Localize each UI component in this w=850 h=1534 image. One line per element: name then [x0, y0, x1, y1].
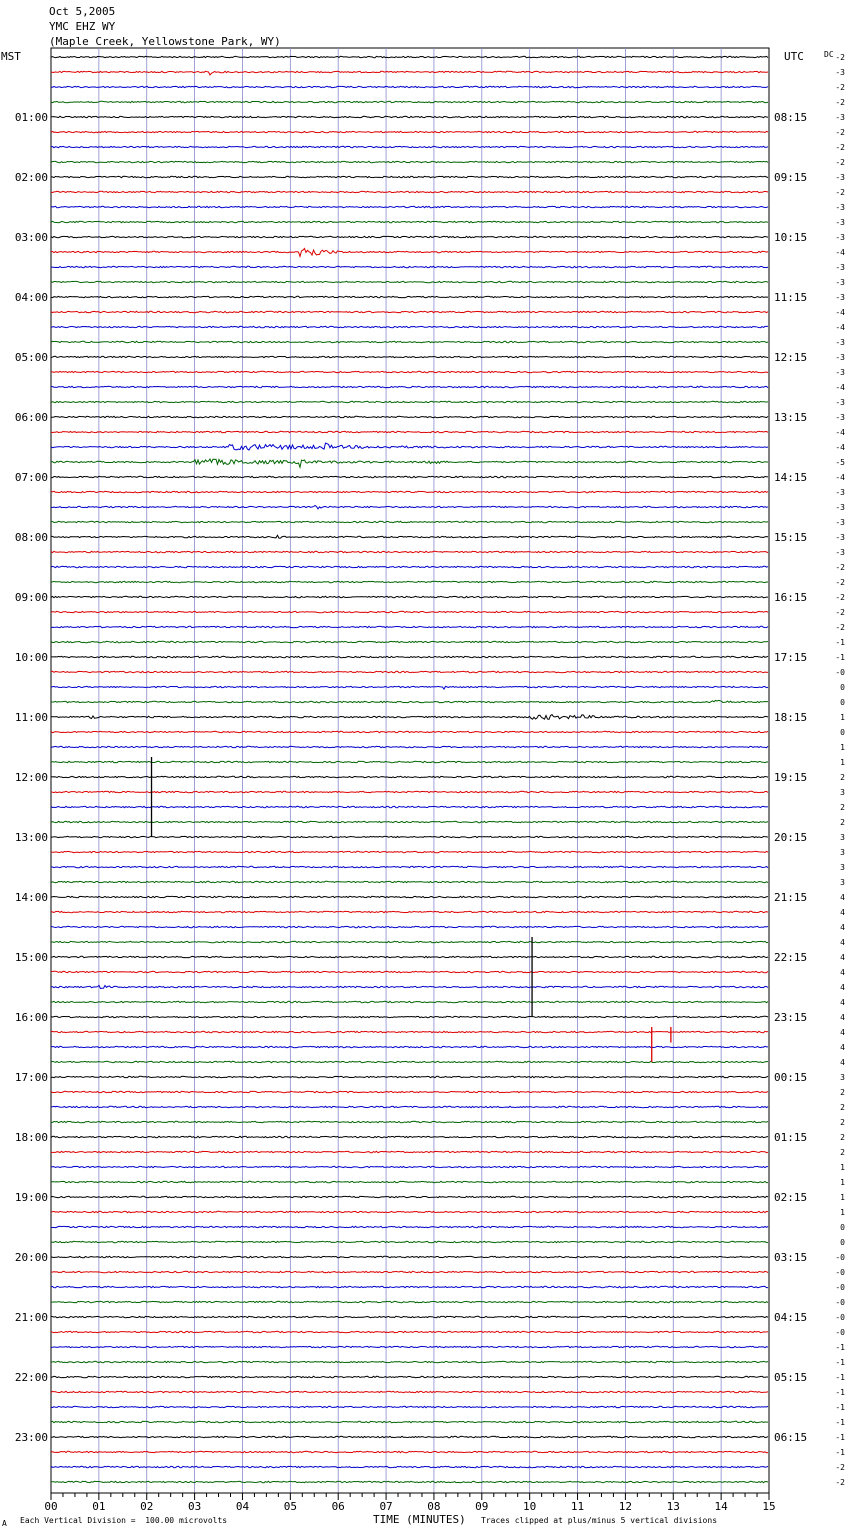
trace-line-red [51, 311, 768, 312]
right-hour-label: 05:15 [774, 1371, 808, 1384]
dc-offset-label: -0 [835, 1313, 845, 1322]
right-hour-label: 01:15 [774, 1131, 808, 1144]
dc-offset-label: -2 [835, 608, 845, 617]
trace-line-black [51, 776, 768, 777]
left-hour-label: 04:00 [14, 291, 48, 304]
dc-offset-label: 2 [840, 818, 845, 827]
right-hour-label: 12:15 [774, 351, 808, 364]
dc-offset-label: -3 [835, 203, 845, 212]
trace-line-red [51, 611, 768, 612]
dc-offset-label: -0 [835, 1268, 845, 1277]
dc-offset-label: 4 [840, 953, 845, 962]
dc-offset-label: 4 [840, 893, 845, 902]
left-hour-label: 20:00 [14, 1251, 48, 1264]
x-tick-label: 00 [44, 1500, 58, 1513]
dc-offset-label: 1 [840, 1163, 845, 1172]
footer-mark: A [2, 1519, 7, 1528]
trace-line-red [51, 1331, 768, 1332]
right-hour-label: 14:15 [774, 471, 808, 484]
dc-offset-label: -2 [835, 623, 845, 632]
time-grid [51, 48, 769, 1493]
trace-line-black [51, 1436, 768, 1437]
dc-offset-label: 2 [840, 1088, 845, 1097]
dc-offset-label: -3 [835, 548, 845, 557]
trace-line-blue [51, 926, 768, 927]
dc-offset-label: -1 [835, 1418, 845, 1427]
right-hour-label: 21:15 [774, 891, 808, 904]
dc-offset-label: 2 [840, 1148, 845, 1157]
trace-line-blue [51, 1346, 768, 1347]
dc-offset-label: -3 [835, 413, 845, 422]
left-hour-label: 10:00 [14, 651, 48, 664]
dc-offset-label: -2 [835, 158, 845, 167]
dc-offset-label: 4 [840, 1013, 845, 1022]
trace-line-blue [51, 443, 768, 450]
x-tick-label: 12 [618, 1500, 633, 1513]
right-hour-label: 02:15 [774, 1191, 808, 1204]
trace-line-blue [51, 566, 768, 567]
left-hour-label: 08:00 [14, 531, 48, 544]
trace-line-green [51, 881, 768, 882]
trace-line-green [51, 700, 768, 702]
trace-line-blue [51, 1406, 768, 1407]
trace-line-green [51, 459, 768, 467]
trace-line-black [51, 1376, 768, 1377]
dc-offset-label: -3 [835, 533, 845, 542]
dc-offset-label: -0 [835, 1253, 845, 1262]
dc-offset-label: -2 [835, 53, 845, 62]
x-tick-label: 10 [523, 1500, 537, 1513]
trace-line-green [51, 281, 768, 282]
x-tick-label: 11 [570, 1500, 585, 1513]
right-hour-label: 10:15 [774, 231, 808, 244]
dc-offset-label: -1 [835, 1448, 845, 1457]
dc-offset-label: 4 [840, 938, 845, 947]
trace-line-green [51, 1181, 768, 1182]
trace-line-green [51, 821, 768, 822]
dc-offset-label: 3 [840, 878, 845, 887]
dc-offset-label: 1 [840, 1178, 845, 1187]
dc-offset-label: -4 [835, 428, 845, 437]
trace-line-black [51, 56, 768, 57]
trace-line-blue [51, 866, 768, 867]
right-hour-label: 06:15 [774, 1431, 808, 1444]
dc-offset-label: -3 [835, 488, 845, 497]
dc-offset-labels [835, 53, 845, 1487]
dc-offset-label: 2 [840, 773, 845, 782]
trace-line-red [51, 1451, 768, 1452]
left-hour-label: 21:00 [14, 1311, 48, 1324]
left-hour-label: 11:00 [14, 711, 48, 724]
dc-offset-label: 0 [840, 683, 845, 692]
dc-offset-label: -1 [835, 1388, 845, 1397]
trace-line-black [51, 1076, 768, 1077]
trace-line-green [51, 401, 768, 402]
x-axis-title: TIME (MINUTES) [373, 1513, 466, 1526]
dc-offset-label: -3 [835, 353, 845, 362]
right-hour-label: 16:15 [774, 591, 808, 604]
dc-offset-label: 4 [840, 1058, 845, 1067]
dc-offset-label: -1 [835, 638, 845, 647]
trace-line-black [51, 535, 768, 538]
dc-offset-label: -1 [835, 1358, 845, 1367]
x-tick-label: 13 [666, 1500, 680, 1513]
dc-offset-label: 2 [840, 1103, 845, 1112]
trace-line-red [51, 1391, 768, 1392]
dc-offset-label: 4 [840, 983, 845, 992]
trace-line-black [51, 1136, 768, 1137]
trace-line-red [51, 431, 768, 432]
dc-offset-label: 1 [840, 1193, 845, 1202]
trace-line-red [51, 791, 768, 792]
dc-offset-label: -3 [835, 113, 845, 122]
dc-offset-label: -1 [835, 1343, 845, 1352]
dc-offset-label: 4 [840, 1028, 845, 1037]
trace-line-green [51, 1061, 768, 1062]
trace-line-blue [51, 626, 768, 627]
trace-line-black [51, 296, 768, 297]
x-axis [44, 1493, 775, 1513]
trace-line-green [51, 581, 768, 582]
right-hour-label: 15:15 [774, 531, 808, 544]
left-hour-label: 19:00 [14, 1191, 48, 1204]
dc-offset-label: -1 [835, 1373, 845, 1382]
left-hour-label: 12:00 [14, 771, 48, 784]
dc-offset-label: 1 [840, 758, 845, 767]
dc-offset-label: 0 [840, 1238, 845, 1247]
trace-line-black [51, 1016, 768, 1017]
x-tick-label: 14 [714, 1500, 728, 1513]
right-hour-label: 23:15 [774, 1011, 808, 1024]
trace-line-black [51, 896, 768, 897]
dc-offset-label: 4 [840, 968, 845, 977]
dc-offset-label: 3 [840, 788, 845, 797]
trace-line-blue [51, 1286, 768, 1287]
left-hour-label: 14:00 [14, 891, 48, 904]
left-hour-label: 01:00 [14, 111, 48, 124]
trace-line-green [51, 1481, 768, 1482]
dc-offset-label: 3 [840, 848, 845, 857]
left-hour-label: 18:00 [14, 1131, 48, 1144]
dc-offset-label: -3 [835, 263, 845, 272]
trace-line-green [51, 521, 768, 522]
dc-offset-label: -2 [835, 578, 845, 587]
dc-offset-label: -3 [835, 503, 845, 512]
trace-line-green [51, 641, 768, 642]
left-hour-label: 06:00 [14, 411, 48, 424]
dc-offset-label: -3 [835, 233, 845, 242]
trace-line-blue [51, 146, 768, 147]
trace-line-red [51, 971, 768, 972]
chart-date: Oct 5,2005 [49, 5, 116, 18]
station-code: YMC EHZ WY [49, 20, 116, 33]
trace-line-red [51, 671, 768, 672]
dc-offset-label: -3 [835, 368, 845, 377]
dc-offset-label: -4 [835, 248, 845, 257]
dc-offset-label: -4 [835, 323, 845, 332]
trace-line-blue [51, 86, 768, 87]
left-hour-label: 02:00 [14, 171, 48, 184]
right-hour-label: 03:15 [774, 1251, 808, 1264]
left-hour-label: 23:00 [14, 1431, 48, 1444]
dc-offset-label: 3 [840, 1073, 845, 1082]
station-location: (Maple Creek, Yellowstone Park, WY) [49, 35, 281, 48]
trace-line-green [51, 1421, 768, 1422]
trace-line-black [51, 596, 768, 597]
trace-line-green [51, 1361, 768, 1362]
dc-offset-label: 4 [840, 998, 845, 1007]
trace-line-black [51, 836, 768, 837]
trace-line-blue [51, 1106, 768, 1107]
trace-line-green [51, 761, 768, 762]
trace-line-blue [51, 985, 768, 988]
trace-line-black [51, 656, 768, 657]
left-hour-label: 03:00 [14, 231, 48, 244]
trace-line-green [51, 1301, 768, 1302]
dc-offset-label: -0 [835, 668, 845, 677]
trace-line-green [51, 941, 768, 942]
left-hour-label: 16:00 [14, 1011, 48, 1024]
right-hour-label: 20:15 [774, 831, 808, 844]
trace-line-blue [51, 746, 768, 747]
left-hour-label: 09:00 [14, 591, 48, 604]
x-tick-label: 06 [331, 1500, 345, 1513]
trace-line-red [51, 911, 768, 912]
trace-line-blue [51, 506, 768, 509]
trace-line-green [51, 1001, 768, 1002]
trace-line-red [51, 371, 768, 372]
trace-line-blue [51, 1226, 768, 1227]
trace-line-blue [51, 686, 768, 689]
trace-line-green [51, 161, 768, 162]
trace-line-black [51, 1196, 768, 1197]
trace-line-blue [51, 266, 768, 267]
dc-offset-label: -3 [835, 173, 845, 182]
trace-line-black [51, 176, 768, 177]
dc-label: DC [824, 50, 834, 59]
left-hour-label: 05:00 [14, 351, 48, 364]
dc-offset-label: -3 [835, 293, 845, 302]
right-hour-label: 13:15 [774, 411, 808, 424]
trace-line-blue [51, 806, 768, 807]
trace-line-red [51, 491, 768, 492]
dc-offset-label: -5 [835, 458, 845, 467]
right-hour-label: 08:15 [774, 111, 808, 124]
trace-line-red [51, 551, 768, 552]
dc-offset-label: -2 [835, 593, 845, 602]
trace-line-green [51, 221, 768, 222]
x-tick-label: 05 [283, 1500, 297, 1513]
trace-line-blue [51, 1166, 768, 1167]
right-hour-label: 19:15 [774, 771, 808, 784]
trace-line-black [51, 956, 768, 957]
trace-line-green [51, 1121, 768, 1122]
dc-offset-label: 4 [840, 908, 845, 917]
left-hour-label: 22:00 [14, 1371, 48, 1384]
x-tick-label: 02 [140, 1500, 154, 1513]
trace-line-blue [51, 326, 768, 327]
dc-offset-label: 2 [840, 1133, 845, 1142]
dc-offset-label: -2 [835, 98, 845, 107]
dc-offset-label: -2 [835, 563, 845, 572]
dc-offset-label: 4 [840, 923, 845, 932]
trace-line-blue [51, 1046, 768, 1047]
dc-offset-label: -4 [835, 383, 845, 392]
trace-line-green [51, 101, 768, 102]
trace-line-black [51, 236, 768, 237]
right-hour-label: 00:15 [774, 1071, 808, 1084]
trace-line-red [51, 1271, 768, 1272]
dc-offset-label: 0 [840, 1223, 845, 1232]
left-hour-label: 17:00 [14, 1071, 48, 1084]
x-tick-label: 01 [92, 1500, 106, 1513]
trace-line-black [51, 356, 768, 357]
dc-offset-label: 4 [840, 1043, 845, 1052]
trace-line-red [51, 1031, 768, 1032]
right-hour-labels [774, 111, 807, 1444]
trace-line-red [51, 851, 768, 852]
trace-line-black [51, 476, 768, 477]
trace-line-red [51, 1211, 768, 1212]
x-tick-label: 03 [187, 1500, 202, 1513]
x-tick-label: 09 [475, 1500, 489, 1513]
trace-line-red [51, 71, 768, 75]
left-hour-label: 07:00 [14, 471, 48, 484]
x-tick-label: 15 [762, 1500, 776, 1513]
left-hour-labels [15, 111, 48, 1444]
trace-line-black [51, 715, 768, 720]
dc-offset-label: 1 [840, 743, 845, 752]
dc-offset-label: -0 [835, 1298, 845, 1307]
dc-offset-label: 1 [840, 1208, 845, 1217]
left-timezone-label: MST [1, 50, 21, 63]
right-hour-label: 22:15 [774, 951, 808, 964]
dc-offset-label: 3 [840, 833, 845, 842]
dc-offset-label: 0 [840, 698, 845, 707]
dc-offset-label: -2 [835, 128, 845, 137]
trace-line-red [51, 248, 768, 256]
dc-offset-label: 0 [840, 728, 845, 737]
x-tick-label: 07 [379, 1500, 393, 1513]
trace-line-red [51, 191, 768, 192]
clip-note: Traces clipped at plus/minus 5 vertical divisions [481, 1516, 718, 1525]
dc-offset-label: 3 [840, 863, 845, 872]
trace-line-blue [51, 206, 768, 207]
right-hour-label: 09:15 [774, 171, 808, 184]
dc-offset-label: -1 [835, 653, 845, 662]
dc-offset-label: -4 [835, 308, 845, 317]
scale-note: Each Vertical Division = 100.00 microvolts [20, 1516, 228, 1525]
dc-offset-label: -2 [835, 188, 845, 197]
x-tick-label: 04 [235, 1500, 250, 1513]
trace-line-green [51, 341, 768, 342]
trace-line-black [51, 416, 768, 417]
trace-line-green [51, 1241, 768, 1242]
trace-line-black [51, 116, 768, 117]
dc-offset-label: 1 [840, 713, 845, 722]
dc-offset-label: -4 [835, 443, 845, 452]
seismic-traces [51, 56, 768, 1482]
right-hour-label: 11:15 [774, 291, 808, 304]
right-hour-label: 17:15 [774, 651, 808, 664]
trace-line-black [51, 1316, 768, 1317]
left-hour-label: 13:00 [14, 831, 48, 844]
trace-line-red [51, 1151, 768, 1152]
trace-line-red [51, 131, 768, 132]
dc-offset-label: -3 [835, 338, 845, 347]
dc-offset-label: -0 [835, 1328, 845, 1337]
dc-offset-label: -3 [835, 218, 845, 227]
dc-offset-label: 2 [840, 803, 845, 812]
trace-line-black [51, 1256, 768, 1257]
dc-offset-label: 2 [840, 1118, 845, 1127]
right-timezone-label: UTC [784, 50, 804, 63]
right-hour-label: 18:15 [774, 711, 808, 724]
trace-line-blue [51, 1466, 768, 1467]
right-hour-label: 04:15 [774, 1311, 808, 1324]
dc-offset-label: -3 [835, 398, 845, 407]
left-hour-label: 15:00 [14, 951, 48, 964]
dc-offset-label: -2 [835, 1478, 845, 1487]
dc-offset-label: -3 [835, 518, 845, 527]
trace-line-red [51, 1091, 768, 1092]
dc-offset-label: -4 [835, 473, 845, 482]
plot-frame [51, 48, 769, 1493]
x-tick-label: 08 [427, 1500, 441, 1513]
dc-offset-label: -2 [835, 143, 845, 152]
dc-offset-label: -1 [835, 1403, 845, 1412]
dc-offset-label: -2 [835, 1463, 845, 1472]
trace-line-blue [51, 386, 768, 387]
dc-offset-label: -3 [835, 68, 845, 77]
dc-offset-label: -3 [835, 278, 845, 287]
dc-offset-label: -2 [835, 83, 845, 92]
trace-line-red [51, 731, 768, 732]
dc-offset-label: -0 [835, 1283, 845, 1292]
dc-offset-label: -1 [835, 1433, 845, 1442]
